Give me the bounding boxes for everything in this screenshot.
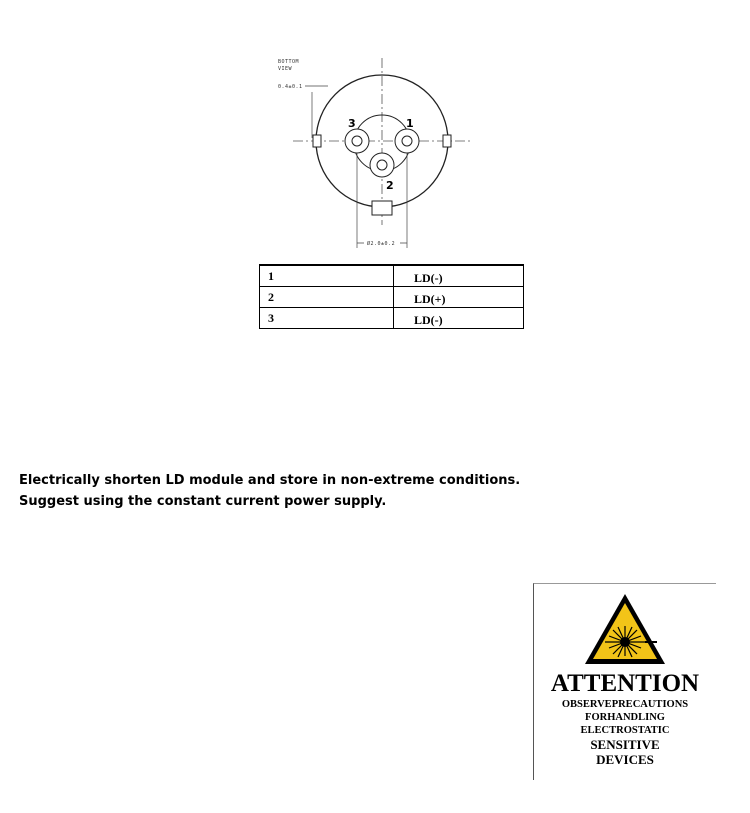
pin-number-2: 2 [386,179,394,192]
pin-3 [345,129,369,153]
pin-number-1: 1 [406,117,414,130]
attention-line-4: SENSITIVE [590,737,660,752]
right-notch [443,135,451,147]
pin-diagram-bottom-view [268,50,488,260]
view-label-line1: BOTTOM [278,59,300,65]
pin-number-cell: 1 [260,265,394,287]
pin-number-cell: 2 [260,287,394,308]
laser-hazard-warning-icon [583,592,667,666]
bottom-key-notch [372,201,392,215]
attention-line-5: DEVICES [596,752,654,767]
table-row [260,287,524,308]
pin-1 [395,129,419,153]
attention-warning-box [533,583,716,780]
usage-notes [19,470,520,512]
pin-2 [370,153,394,177]
attention-line-2: FORHANDLING [585,712,665,723]
note-line-storage: Electrically shorten LD module and store in non-extreme conditions. [19,473,521,488]
attention-title: ATTENTION [550,670,700,697]
view-label-line2: VIEW [278,66,293,72]
pin-signal-cell: LD(-) [394,308,524,329]
attention-line-3: ELECTROSTATIC [580,725,670,736]
pin-signal-cell: LD(+) [394,287,524,308]
pin-number-3: 3 [348,117,356,130]
pin-signal-cell: LD(-) [394,265,524,287]
pitch-dimension-label: Ø2.0±0.2 [367,241,396,247]
gap-dimension-label: 0.4±0.1 [278,84,303,90]
table-row [260,308,524,329]
pin-number-cell: 3 [260,308,394,329]
table-row [260,265,524,287]
pin-assignment-table [259,264,524,329]
attention-line-1: OBSERVEPRECAUTIONS [561,699,689,710]
left-notch [313,135,321,147]
note-line-power-supply: Suggest using the constant current power supply. [19,494,387,509]
